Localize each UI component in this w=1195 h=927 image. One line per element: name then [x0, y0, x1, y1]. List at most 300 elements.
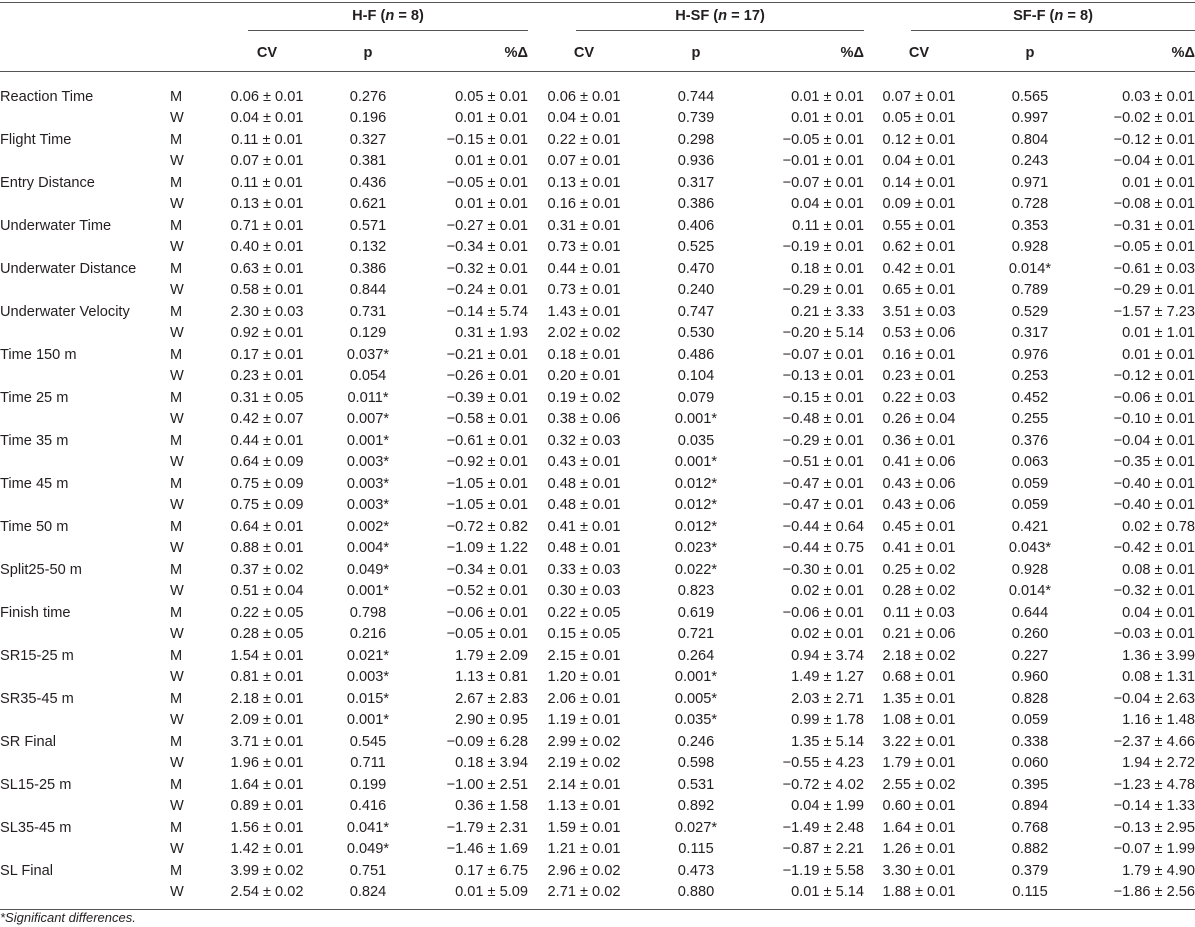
hsf-pct-cell: 0.18 ± 0.01: [791, 260, 864, 277]
sff-p-cell: 0.059: [1011, 475, 1049, 492]
hsf-cv-cell: 0.15 ± 0.05: [547, 626, 621, 643]
hsf-p-cell: 0.530: [677, 325, 715, 342]
hf-pct-cell: −0.32 ± 0.01: [446, 260, 528, 277]
sff-p-cell: 0.059: [1011, 497, 1049, 514]
hf-pct-cell: −1.46 ± 1.69: [446, 841, 528, 858]
hsf-cv-cell: 2.99 ± 0.02: [547, 733, 621, 750]
hf-cv-cell: 1.64 ± 0.01: [230, 776, 304, 793]
hf-cv-cell: 0.63 ± 0.01: [230, 260, 304, 277]
sff-pct-cell: −0.35 ± 0.01: [1113, 454, 1195, 471]
table-row: [0, 258, 1195, 280]
subheader-cv: CV: [864, 35, 974, 72]
variable-label: SL Final: [0, 862, 53, 879]
hsf-p-cell: 0.747: [677, 303, 715, 320]
sff-pct-cell: −0.10 ± 0.01: [1113, 411, 1195, 428]
hsf-pct-cell: 0.11 ± 0.01: [792, 217, 864, 234]
sff-cv-cell: 3.22 ± 0.01: [882, 733, 956, 750]
sex-label: W: [170, 755, 184, 772]
sff-cv-cell: 1.79 ± 0.01: [882, 755, 956, 772]
sff-p-cell: 0.644: [1011, 604, 1049, 621]
table-row: [0, 409, 1195, 431]
hsf-pct-cell: −0.51 ± 0.01: [782, 454, 864, 471]
sff-cv-cell: 1.35 ± 0.01: [882, 690, 956, 707]
sff-p-cell: 0.789: [1011, 282, 1049, 299]
sff-cv-cell: 0.62 ± 0.01: [882, 239, 956, 256]
hsf-p-cell: 0.298: [677, 131, 715, 148]
hsf-pct-cell: −0.05 ± 0.01: [782, 131, 864, 148]
hsf-pct-cell: −0.20 ± 5.14: [782, 325, 864, 342]
hf-p-cell: 0.007*: [346, 411, 390, 428]
subheader-cv: CV: [528, 35, 640, 72]
sff-pct-cell: −0.29 ± 0.01: [1113, 282, 1195, 299]
table-row: [0, 882, 1195, 904]
sff-p-cell: 0.014*: [1008, 583, 1052, 600]
sff-cv-cell: 0.11 ± 0.03: [883, 604, 955, 621]
sex-label: M: [170, 217, 183, 234]
sex-label: M: [170, 475, 183, 492]
table-row: [0, 581, 1195, 603]
hf-pct-cell: 1.13 ± 0.81: [455, 669, 528, 686]
hsf-cv-cell: 0.43 ± 0.01: [547, 454, 621, 471]
hf-cv-cell: 0.42 ± 0.07: [230, 411, 304, 428]
sex-label: M: [170, 260, 183, 277]
sff-cv-cell: 0.41 ± 0.01: [882, 540, 956, 557]
table-row: [0, 194, 1195, 216]
hsf-p-cell: 0.880: [677, 884, 715, 901]
sex-label: W: [170, 196, 184, 213]
hsf-cv-cell: 0.48 ± 0.01: [547, 497, 621, 514]
hf-p-cell: 0.416: [349, 798, 387, 815]
hsf-p-cell: 0.023*: [674, 540, 718, 557]
hsf-p-cell: 0.005*: [674, 690, 718, 707]
sff-p-cell: 0.828: [1011, 690, 1049, 707]
table-row: [0, 108, 1195, 130]
table-row: [0, 323, 1195, 345]
variable-label: Time 150 m: [0, 346, 77, 363]
variable-label: Flight Time: [0, 131, 72, 148]
sff-cv-cell: 0.36 ± 0.01: [882, 432, 956, 449]
sex-label: M: [170, 174, 183, 191]
sff-pct-cell: 0.01 ± 0.01: [1122, 346, 1195, 363]
hf-p-cell: 0.711: [350, 755, 386, 772]
hf-pct-cell: −1.79 ± 2.31: [446, 819, 528, 836]
sff-pct-cell: 0.04 ± 0.01: [1122, 604, 1195, 621]
table-row: [0, 710, 1195, 732]
hsf-pct-cell: −0.48 ± 0.01: [782, 411, 864, 428]
sex-label: M: [170, 88, 183, 105]
sex-label: M: [170, 647, 183, 664]
sff-cv-cell: 2.18 ± 0.02: [882, 647, 956, 664]
hsf-p-cell: 0.406: [677, 217, 715, 234]
variable-label: SR15-25 m: [0, 647, 74, 664]
sex-label: W: [170, 497, 184, 514]
hsf-p-cell: 0.486: [677, 346, 715, 363]
sff-cv-cell: 0.26 ± 0.04: [882, 411, 956, 428]
hf-p-cell: 0.002*: [346, 518, 390, 535]
table-row: [0, 495, 1195, 517]
sff-pct-cell: −0.05 ± 0.01: [1113, 239, 1195, 256]
sex-label: M: [170, 518, 183, 535]
hsf-cv-cell: 0.13 ± 0.01: [547, 174, 621, 191]
hsf-pct-cell: 2.03 ± 2.71: [791, 690, 864, 707]
table-row: [0, 559, 1195, 581]
variable-label: [0, 409, 170, 431]
table-row: [0, 215, 1195, 237]
hsf-cv-cell: 0.06 ± 0.01: [547, 88, 621, 105]
subheader-cv: CV: [222, 35, 312, 72]
hf-pct-cell: −0.05 ± 0.01: [446, 174, 528, 191]
sff-cv-cell: 2.55 ± 0.02: [882, 776, 956, 793]
hsf-cv-cell: 0.31 ± 0.01: [547, 217, 621, 234]
hsf-p-cell: 0.386: [677, 196, 715, 213]
hsf-p-cell: 0.001*: [674, 411, 718, 428]
hf-p-cell: 0.001*: [346, 432, 390, 449]
hf-pct-cell: −0.14 ± 5.74: [446, 303, 528, 320]
sff-p-cell: 0.804: [1011, 131, 1049, 148]
group-header-sff: SF-F (n = 8): [864, 3, 1195, 36]
table-row: [0, 731, 1195, 753]
variable-label: [0, 796, 170, 818]
sff-p-cell: 0.452: [1011, 389, 1049, 406]
sff-p-cell: 0.014*: [1008, 260, 1052, 277]
hf-pct-cell: 0.01 ± 0.01: [455, 110, 528, 127]
variable-label: [0, 753, 170, 775]
hsf-cv-cell: 0.22 ± 0.05: [547, 604, 621, 621]
hf-pct-cell: 0.01 ± 0.01: [455, 153, 528, 170]
hf-p-cell: 0.276: [349, 88, 387, 105]
sex-label: W: [170, 325, 184, 342]
hsf-pct-cell: −0.44 ± 0.75: [782, 540, 864, 557]
hf-p-cell: 0.037*: [346, 346, 390, 363]
hf-p-cell: 0.621: [349, 196, 387, 213]
variable-label: Time 35 m: [0, 432, 69, 449]
hf-pct-cell: −0.34 ± 0.01: [446, 239, 528, 256]
hsf-pct-cell: −0.87 ± 2.21: [782, 841, 864, 858]
sff-p-cell: 0.227: [1011, 647, 1049, 664]
sff-p-cell: 0.260: [1011, 626, 1049, 643]
sff-cv-cell: 1.88 ± 0.01: [882, 884, 956, 901]
variable-label: [0, 710, 170, 732]
sff-pct-cell: −0.42 ± 0.01: [1113, 540, 1195, 557]
hsf-p-cell: 0.473: [677, 862, 715, 879]
sff-p-cell: 0.728: [1011, 196, 1049, 213]
hf-pct-cell: 0.05 ± 0.01: [455, 88, 528, 105]
table-row: [0, 301, 1195, 323]
sex-label: W: [170, 626, 184, 643]
hsf-pct-cell: −0.29 ± 0.01: [782, 432, 864, 449]
hf-p-cell: 0.731: [349, 303, 387, 320]
variable-label: [0, 667, 170, 689]
subheader-row: [0, 35, 1195, 72]
sff-cv-cell: 1.08 ± 0.01: [882, 712, 956, 729]
sff-p-cell: 0.338: [1011, 733, 1049, 750]
hf-p-cell: 0.021*: [346, 647, 390, 664]
hsf-pct-cell: −0.29 ± 0.01: [782, 282, 864, 299]
table-row: [0, 624, 1195, 646]
hf-cv-cell: 1.42 ± 0.01: [230, 841, 304, 858]
hsf-cv-cell: 1.21 ± 0.01: [547, 841, 621, 858]
table-row: [0, 172, 1195, 194]
variable-label: Underwater Distance: [0, 260, 137, 277]
hsf-cv-cell: 0.41 ± 0.01: [547, 518, 621, 535]
hf-cv-cell: 0.44 ± 0.01: [230, 432, 304, 449]
sff-p-cell: 0.063: [1011, 454, 1049, 471]
sff-pct-cell: 1.36 ± 3.99: [1122, 647, 1195, 664]
table-body: [0, 86, 1195, 903]
hf-pct-cell: −0.92 ± 0.01: [446, 454, 528, 471]
hsf-pct-cell: −0.19 ± 0.01: [782, 239, 864, 256]
hf-cv-cell: 0.37 ± 0.02: [230, 561, 304, 578]
hf-p-cell: 0.049*: [346, 841, 390, 858]
hsf-cv-cell: 1.59 ± 0.01: [547, 819, 621, 836]
sff-pct-cell: −0.06 ± 0.01: [1113, 389, 1195, 406]
variable-label: [0, 108, 170, 130]
sff-cv-cell: 0.04 ± 0.01: [882, 153, 956, 170]
sff-pct-cell: −0.13 ± 2.95: [1113, 819, 1195, 836]
sex-label: W: [170, 841, 184, 858]
sff-pct-cell: −2.37 ± 4.66: [1113, 733, 1195, 750]
hsf-cv-cell: 0.20 ± 0.01: [547, 368, 621, 385]
hsf-pct-cell: 1.35 ± 5.14: [791, 733, 864, 750]
hf-p-cell: 0.545: [349, 733, 387, 750]
group-header-hsf: H-SF (n = 17): [528, 3, 864, 36]
hsf-pct-cell: −0.55 ± 4.23: [782, 755, 864, 772]
hsf-pct-cell: 0.02 ± 0.01: [791, 583, 864, 600]
hf-cv-cell: 0.75 ± 0.09: [230, 475, 304, 492]
sff-p-cell: 0.928: [1011, 561, 1049, 578]
hsf-cv-cell: 0.30 ± 0.03: [547, 583, 621, 600]
table-row: [0, 366, 1195, 388]
sff-cv-cell: 0.28 ± 0.02: [882, 583, 956, 600]
sff-pct-cell: 0.01 ± 1.01: [1122, 325, 1195, 342]
sff-cv-cell: 0.05 ± 0.01: [882, 110, 956, 127]
sff-p-cell: 0.243: [1011, 153, 1049, 170]
sff-p-cell: 0.421: [1011, 518, 1049, 535]
sff-cv-cell: 0.09 ± 0.01: [882, 196, 956, 213]
sff-p-cell: 0.376: [1011, 432, 1049, 449]
table-row: [0, 538, 1195, 560]
hf-p-cell: 0.196: [349, 110, 387, 127]
hf-cv-cell: 0.23 ± 0.01: [230, 368, 304, 385]
hf-pct-cell: 0.01 ± 0.01: [455, 196, 528, 213]
hsf-p-cell: 0.744: [677, 88, 715, 105]
table-row: [0, 387, 1195, 409]
hsf-p-cell: 0.012*: [674, 518, 718, 535]
sff-cv-cell: 0.55 ± 0.01: [882, 217, 956, 234]
table-row: [0, 473, 1195, 495]
sff-cv-cell: 3.30 ± 0.01: [882, 862, 956, 879]
hf-p-cell: 0.844: [349, 282, 387, 299]
variable-label: [0, 366, 170, 388]
hf-cv-cell: 1.96 ± 0.01: [230, 755, 304, 772]
variable-label: SR Final: [0, 733, 56, 750]
hf-p-cell: 0.571: [349, 217, 387, 234]
hsf-p-cell: 0.936: [677, 153, 715, 170]
sff-pct-cell: 0.03 ± 0.01: [1122, 88, 1195, 105]
table-row: [0, 667, 1195, 689]
hsf-p-cell: 0.104: [677, 368, 715, 385]
hf-pct-cell: 1.79 ± 2.09: [455, 647, 528, 664]
hsf-pct-cell: −0.07 ± 0.01: [782, 174, 864, 191]
subheader-p: p: [312, 35, 424, 72]
variable-label: [0, 323, 170, 345]
sff-pct-cell: −1.23 ± 4.78: [1113, 776, 1195, 793]
sex-label: W: [170, 282, 184, 299]
variable-label: SL15-25 m: [0, 776, 72, 793]
hsf-cv-cell: 0.48 ± 0.01: [547, 540, 621, 557]
hsf-cv-cell: 0.04 ± 0.01: [547, 110, 621, 127]
hsf-cv-cell: 0.19 ± 0.02: [547, 389, 621, 406]
hf-p-cell: 0.003*: [346, 497, 390, 514]
hsf-pct-cell: 1.49 ± 1.27: [791, 669, 864, 686]
hf-pct-cell: −1.05 ± 0.01: [446, 497, 528, 514]
sff-p-cell: 0.768: [1011, 819, 1049, 836]
hf-cv-cell: 0.89 ± 0.01: [230, 798, 304, 815]
sff-cv-cell: 1.26 ± 0.01: [882, 841, 956, 858]
sff-p-cell: 0.894: [1011, 798, 1049, 815]
sff-pct-cell: 0.01 ± 0.01: [1122, 174, 1195, 191]
sff-pct-cell: 1.79 ± 4.90: [1122, 862, 1195, 879]
table-row: [0, 602, 1195, 624]
sff-cv-cell: 0.14 ± 0.01: [882, 174, 956, 191]
hf-cv-cell: 3.71 ± 0.01: [230, 733, 304, 750]
sex-label: W: [170, 669, 184, 686]
table-row: [0, 280, 1195, 302]
sff-pct-cell: −0.61 ± 0.03: [1113, 260, 1195, 277]
table-row: [0, 774, 1195, 796]
variable-label: [0, 194, 170, 216]
sex-label: W: [170, 411, 184, 428]
hf-cv-cell: 0.17 ± 0.01: [230, 346, 304, 363]
hsf-cv-cell: 0.22 ± 0.01: [547, 131, 621, 148]
hf-cv-cell: 0.13 ± 0.01: [230, 196, 304, 213]
sff-p-cell: 0.353: [1011, 217, 1049, 234]
hsf-pct-cell: 0.99 ± 1.78: [791, 712, 864, 729]
sff-p-cell: 0.565: [1011, 88, 1049, 105]
hsf-pct-cell: 0.21 ± 3.33: [791, 303, 864, 320]
sex-label: M: [170, 862, 183, 879]
hf-pct-cell: 0.18 ± 3.94: [455, 755, 528, 772]
subheader-pct: %Δ: [752, 35, 864, 72]
hsf-p-cell: 0.598: [677, 755, 715, 772]
hf-pct-cell: −1.05 ± 0.01: [446, 475, 528, 492]
table-row: [0, 753, 1195, 775]
hf-pct-cell: −0.52 ± 0.01: [446, 583, 528, 600]
sex-label: M: [170, 303, 183, 320]
hsf-pct-cell: 0.01 ± 0.01: [791, 110, 864, 127]
table-row: [0, 86, 1195, 108]
hf-cv-cell: 2.54 ± 0.02: [230, 884, 304, 901]
hsf-cv-cell: 0.33 ± 0.03: [547, 561, 621, 578]
hsf-cv-cell: 0.44 ± 0.01: [547, 260, 621, 277]
hsf-p-cell: 0.892: [677, 798, 715, 815]
sff-cv-cell: 0.25 ± 0.02: [882, 561, 956, 578]
variable-label: Time 45 m: [0, 475, 69, 492]
hf-p-cell: 0.216: [349, 626, 387, 643]
hsf-p-cell: 0.240: [677, 282, 715, 299]
sff-p-cell: 0.529: [1011, 303, 1049, 320]
sff-p-cell: 0.971: [1011, 174, 1049, 191]
hf-p-cell: 0.436: [349, 174, 387, 191]
table-row: [0, 796, 1195, 818]
hf-cv-cell: 0.04 ± 0.01: [230, 110, 304, 127]
variable-label: Reaction Time: [0, 88, 94, 105]
hf-p-cell: 0.132: [349, 239, 387, 256]
table-row: [0, 817, 1195, 839]
variable-label: [0, 581, 170, 603]
table-row: [0, 430, 1195, 452]
hf-pct-cell: 0.01 ± 5.09: [455, 884, 528, 901]
hf-pct-cell: −0.24 ± 0.01: [446, 282, 528, 299]
hf-p-cell: 0.327: [349, 131, 387, 148]
hsf-pct-cell: 0.04 ± 1.99: [791, 798, 864, 815]
hsf-p-cell: 0.246: [677, 733, 715, 750]
sff-cv-cell: 0.12 ± 0.01: [882, 131, 956, 148]
sff-cv-cell: 0.07 ± 0.01: [882, 88, 956, 105]
sff-cv-cell: 0.43 ± 0.06: [882, 475, 956, 492]
hsf-cv-cell: 2.19 ± 0.02: [547, 755, 621, 772]
hsf-p-cell: 0.619: [677, 604, 715, 621]
sff-cv-cell: 0.65 ± 0.01: [882, 282, 956, 299]
hf-cv-cell: 0.75 ± 0.09: [230, 497, 304, 514]
table-row: [0, 344, 1195, 366]
hf-p-cell: 0.049*: [346, 561, 390, 578]
hf-p-cell: 0.004*: [346, 540, 390, 557]
sff-pct-cell: −0.02 ± 0.01: [1113, 110, 1195, 127]
hf-p-cell: 0.041*: [346, 819, 390, 836]
hsf-cv-cell: 0.16 ± 0.01: [547, 196, 621, 213]
hf-p-cell: 0.798: [349, 604, 387, 621]
hf-pct-cell: −0.26 ± 0.01: [446, 368, 528, 385]
hf-cv-cell: 0.40 ± 0.01: [230, 239, 304, 256]
sff-pct-cell: −0.04 ± 0.01: [1113, 432, 1195, 449]
hf-cv-cell: 1.56 ± 0.01: [230, 819, 304, 836]
sff-p-cell: 0.960: [1011, 669, 1049, 686]
hsf-cv-cell: 1.19 ± 0.01: [547, 712, 621, 729]
group-header-hf: H-F (n = 8): [222, 3, 528, 36]
sff-p-cell: 0.060: [1011, 755, 1049, 772]
table-row: [0, 129, 1195, 151]
hsf-p-cell: 0.470: [677, 260, 715, 277]
variable-label: SR35-45 m: [0, 690, 74, 707]
hsf-pct-cell: −0.15 ± 0.01: [782, 389, 864, 406]
hf-pct-cell: −0.27 ± 0.01: [446, 217, 528, 234]
hf-pct-cell: 0.36 ± 1.58: [455, 798, 528, 815]
hsf-cv-cell: 2.96 ± 0.02: [547, 862, 621, 879]
hf-p-cell: 0.199: [349, 776, 387, 793]
hsf-pct-cell: −0.06 ± 0.01: [782, 604, 864, 621]
hsf-pct-cell: −0.72 ± 4.02: [782, 776, 864, 793]
hf-cv-cell: 0.22 ± 0.05: [230, 604, 304, 621]
variable-label: Split25-50 m: [0, 561, 82, 578]
hf-pct-cell: −0.72 ± 0.82: [446, 518, 528, 535]
sff-pct-cell: −0.31 ± 0.01: [1113, 217, 1195, 234]
sex-label: M: [170, 819, 183, 836]
hsf-p-cell: 0.115: [678, 841, 714, 858]
subheader-p: p: [974, 35, 1086, 72]
table-row: [0, 151, 1195, 173]
hf-p-cell: 0.129: [349, 325, 387, 342]
sff-cv-cell: 0.21 ± 0.06: [882, 626, 956, 643]
hf-p-cell: 0.003*: [346, 454, 390, 471]
hf-pct-cell: 2.67 ± 2.83: [455, 690, 528, 707]
hf-p-cell: 0.751: [349, 862, 387, 879]
hsf-cv-cell: 1.20 ± 0.01: [547, 669, 621, 686]
sff-cv-cell: 0.68 ± 0.01: [882, 669, 956, 686]
sff-pct-cell: −0.12 ± 0.01: [1113, 368, 1195, 385]
sff-p-cell: 0.255: [1011, 411, 1049, 428]
sff-pct-cell: −0.04 ± 0.01: [1113, 153, 1195, 170]
